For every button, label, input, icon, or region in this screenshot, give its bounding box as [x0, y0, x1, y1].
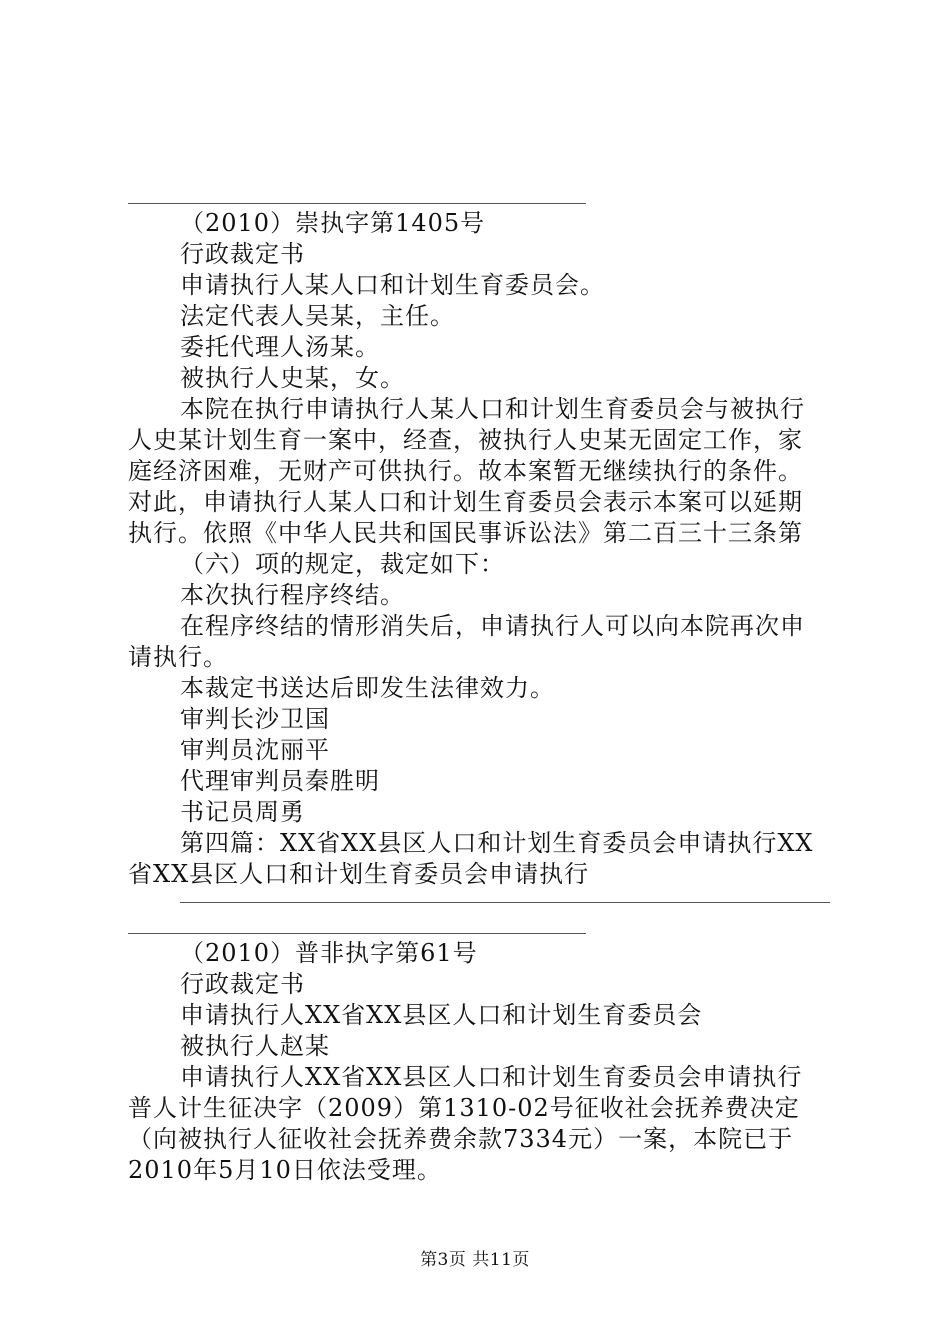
item-six-line: （六）项的规定，裁定如下：	[180, 550, 505, 578]
chief-judge-line: 审判长沙卫国	[180, 705, 330, 733]
case-number: （2010）普非执字第61号	[180, 939, 478, 967]
respondent-line: 被执行人史某，女。	[180, 364, 405, 392]
body-line: 申请执行人XX省XX县区人口和计划生育委员会申请执行	[180, 1063, 803, 1091]
body-line: 庭经济困难，无财产可供执行。故本案暂无继续执行的条件。	[128, 457, 803, 485]
legal-representative-line: 法定代表人吴某，主任。	[180, 302, 455, 330]
body-line: 人史某计划生育一案中，经查，被执行人史某无固定工作，家	[128, 426, 803, 454]
page-footer: 第3页 共11页	[420, 1250, 530, 1270]
separator-line	[128, 933, 586, 934]
respondent-line: 被执行人赵某	[180, 1032, 330, 1060]
document-title: 行政裁定书	[180, 240, 305, 268]
applicant-line: 申请执行人某人口和计划生育委员会。	[180, 271, 605, 299]
note-line: 请执行。	[128, 643, 228, 671]
body-line: （向被执行人征收社会抚养费余款7334元）一案，本院已于	[128, 1125, 794, 1153]
agent-line: 委托代理人汤某。	[180, 333, 380, 361]
acting-judge-line: 代理审判员秦胜明	[180, 767, 380, 795]
body-line: 普人计生征决字（2009）第1310-02号征收社会抚养费决定	[128, 1094, 800, 1122]
judge-line: 审判员沈丽平	[180, 736, 330, 764]
separator-line	[180, 902, 830, 903]
body-line: 对此，申请执行人某人口和计划生育委员会表示本案可以延期	[128, 488, 803, 516]
chapter-heading: 第四篇：XX省XX县区人口和计划生育委员会申请执行XX	[180, 829, 814, 857]
body-line: 2010年5月10日依法受理。	[128, 1156, 442, 1184]
case-number: （2010）崇执字第1405号	[180, 209, 486, 237]
body-line: 执行。依照《中华人民共和国民事诉讼法》第二百三十三条第	[128, 519, 803, 547]
note-line: 在程序终结的情形消失后，申请执行人可以向本院再次申	[180, 612, 805, 640]
clerk-line: 书记员周勇	[180, 798, 305, 826]
effect-line: 本裁定书送达后即发生法律效力。	[180, 674, 555, 702]
chapter-heading: 省XX县区人口和计划生育委员会申请执行	[128, 860, 590, 888]
document-title: 行政裁定书	[180, 970, 305, 998]
applicant-line: 申请执行人XX省XX县区人口和计划生育委员会	[180, 1001, 703, 1029]
body-line: 本院在执行申请执行人某人口和计划生育委员会与被执行	[180, 395, 805, 423]
ruling-line: 本次执行程序终结。	[180, 581, 405, 609]
separator-line	[128, 203, 586, 204]
